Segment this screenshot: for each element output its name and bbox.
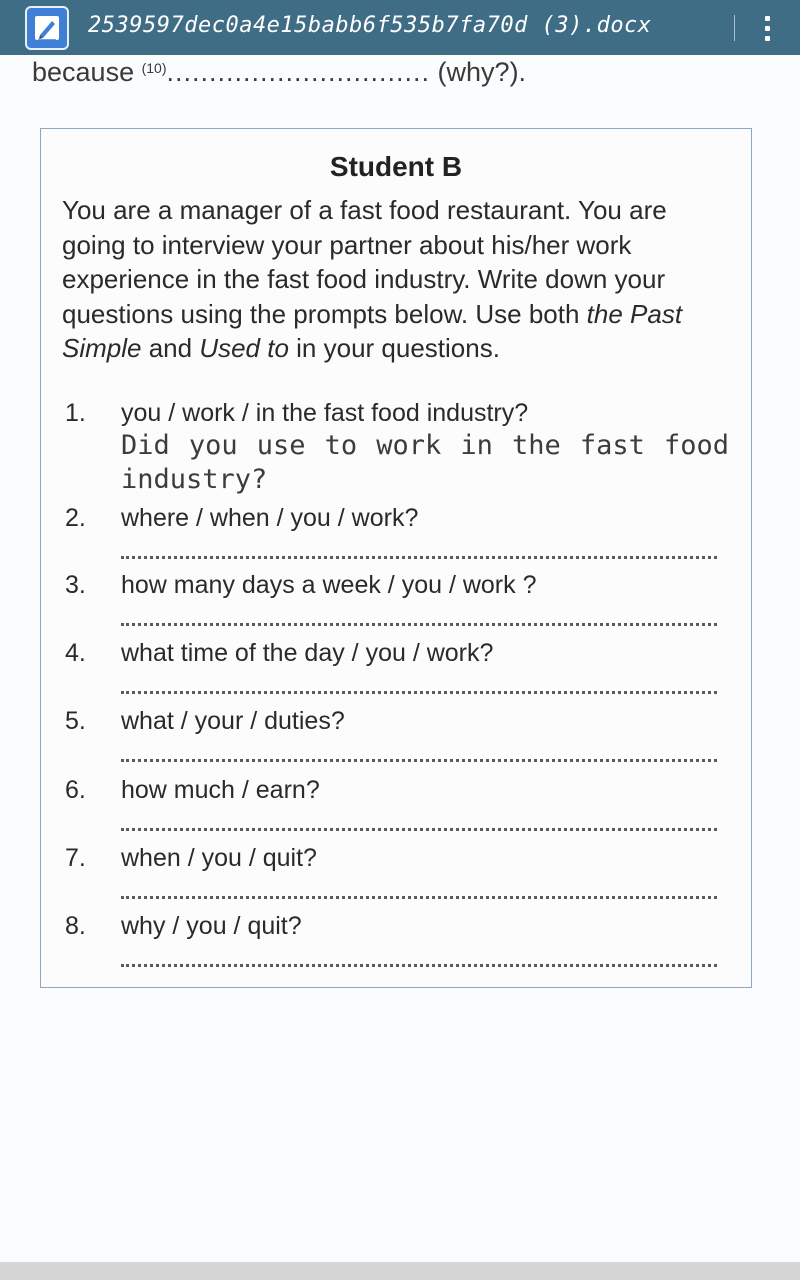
more-vertical-icon — [765, 16, 770, 21]
bottom-scroll-strip — [0, 1262, 800, 1280]
document-edit-icon[interactable] — [25, 6, 69, 50]
prev-line-superscript: (10) — [141, 60, 167, 76]
question-number: 4. — [65, 639, 86, 667]
answer-line[interactable] — [121, 556, 717, 559]
toolbar-divider — [734, 15, 735, 41]
question-number: 1. — [65, 399, 86, 427]
question-number: 3. — [65, 571, 86, 599]
intro-italic-past-simple: the Past Simple — [62, 298, 683, 363]
document-page[interactable] — [0, 55, 800, 1262]
question-number: 5. — [65, 707, 86, 735]
answer-line[interactable] — [121, 691, 717, 694]
instructions-paragraph: You are a manager of a fast food restaurant. You are going to interview your partner about his/her work experience in the fast food industry. Write down your questions using the prompts below. Use both the Past Simple and Used to in your questions. — [62, 195, 683, 363]
question-number: 2. — [65, 504, 86, 532]
question-prompt: why / you / quit? — [121, 912, 302, 940]
top-app-bar — [0, 0, 800, 55]
question-prompt: how much / earn? — [121, 776, 320, 804]
question-prompt: how many days a week / you / work ? — [121, 571, 537, 599]
handwritten-answer: Did you use to work in the fast food industry? — [121, 430, 729, 495]
question-prompt: where / when / you / work? — [121, 504, 419, 532]
student-b-box — [40, 128, 752, 988]
question-prompt: when / you / quit? — [121, 844, 317, 872]
box-title: Student B — [329, 151, 463, 182]
prev-line-suffix: (why?). — [430, 57, 527, 87]
answer-line[interactable] — [121, 964, 717, 967]
answer-line[interactable] — [121, 896, 717, 899]
answer-line[interactable] — [121, 623, 717, 626]
question-prompt: what time of the day / you / work? — [121, 639, 494, 667]
question-number: 6. — [65, 776, 86, 804]
question-number: 7. — [65, 844, 86, 872]
question-prompt: what / your / duties? — [121, 707, 345, 735]
document-title: 2539597dec0a4e15babb6f535b7fa70d (3).docx — [88, 13, 652, 38]
question-prompt: you / work / in the fast food industry? — [121, 399, 529, 427]
answer-line[interactable] — [121, 759, 717, 762]
answer-line[interactable] — [121, 828, 717, 831]
prev-line-prefix: because — [32, 57, 142, 87]
prev-line-dots: ............................... — [166, 57, 431, 87]
intro-italic-used-to: Used to — [199, 333, 289, 363]
more-options-button[interactable] — [752, 8, 782, 48]
previous-section-line — [32, 57, 526, 88]
question-number: 8. — [65, 912, 86, 940]
